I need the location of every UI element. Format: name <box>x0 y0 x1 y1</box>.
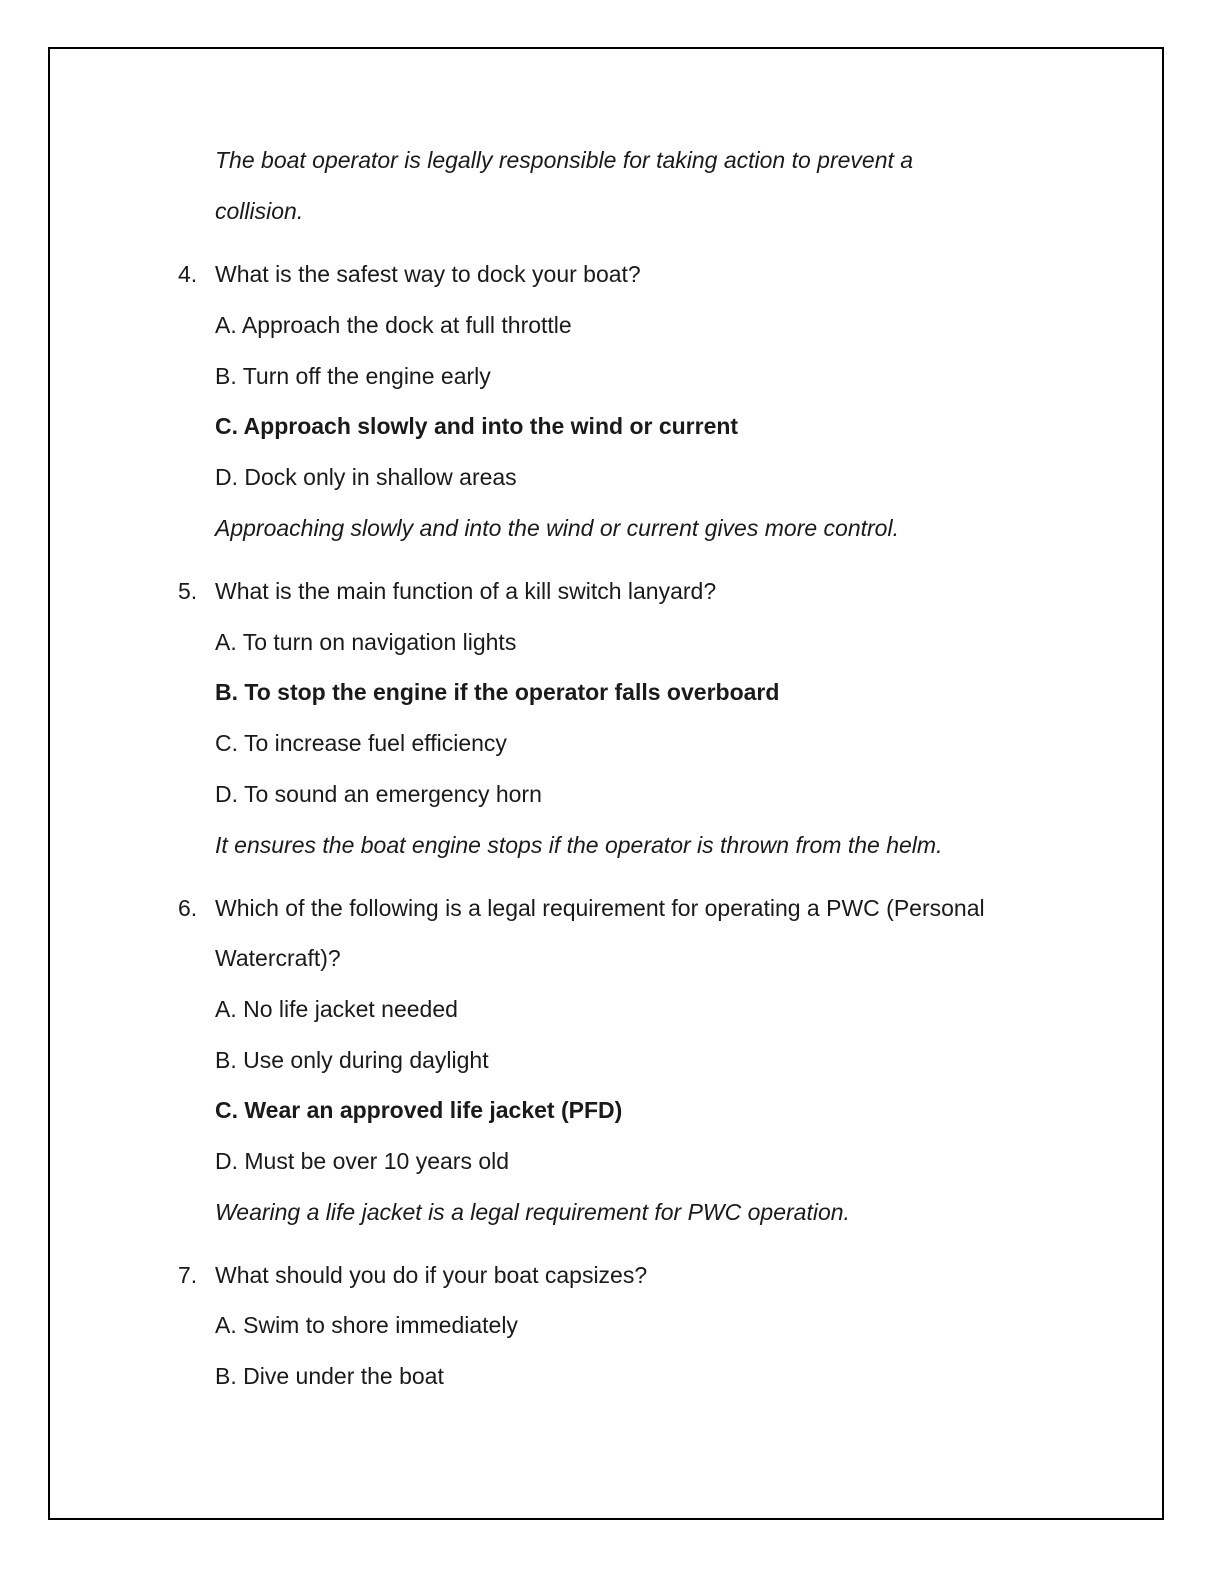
explanation-text: It ensures the boat engine stops if the operator is thrown from the helm. <box>215 832 943 858</box>
correct-answer-option: C. Wear an approved life jacket (PFD) <box>215 1097 623 1123</box>
explanation-text: The boat operator is legally responsible for taking action to prevent a <box>215 147 914 173</box>
correct-answer-option: B. To stop the engine if the operator falls overboard <box>215 679 780 705</box>
answer-option: C. To increase fuel efficiency <box>215 730 507 756</box>
answer-option: B. Turn off the engine early <box>215 363 491 389</box>
answer-option: D. Dock only in shallow areas <box>215 464 517 490</box>
explanation-text: Wearing a life jacket is a legal requirement for PWC operation. <box>215 1199 850 1225</box>
question-number: 6. <box>178 895 198 921</box>
answer-option: D. Must be over 10 years old <box>215 1148 510 1174</box>
explanation-text: Approaching slowly and into the wind or current gives more control. <box>215 515 899 541</box>
question-number: 5. <box>178 578 198 604</box>
answer-option: A. Swim to shore immediately <box>215 1312 518 1338</box>
explanation-text: collision. <box>215 198 304 224</box>
question-text: Watercraft)? <box>215 945 341 971</box>
answer-option: A. Approach the dock at full throttle <box>215 312 572 338</box>
answer-option: A. No life jacket needed <box>215 996 458 1022</box>
question-text: What is the safest way to dock your boat? <box>215 261 641 287</box>
answer-option: B. Dive under the boat <box>215 1363 444 1389</box>
question-text: What is the main function of a kill switch lanyard? <box>215 578 717 604</box>
correct-answer-option: C. Approach slowly and into the wind or current <box>215 413 739 439</box>
question-number: 7. <box>178 1262 198 1288</box>
answer-option: B. Use only during daylight <box>215 1047 489 1073</box>
question-number: 4. <box>178 261 198 287</box>
question-text: What should you do if your boat capsizes? <box>215 1262 648 1288</box>
answer-option: A. To turn on navigation lights <box>215 629 517 655</box>
answer-option: D. To sound an emergency horn <box>215 781 542 807</box>
question-text: Which of the following is a legal requirement for operating a PWC (Personal <box>215 895 985 921</box>
